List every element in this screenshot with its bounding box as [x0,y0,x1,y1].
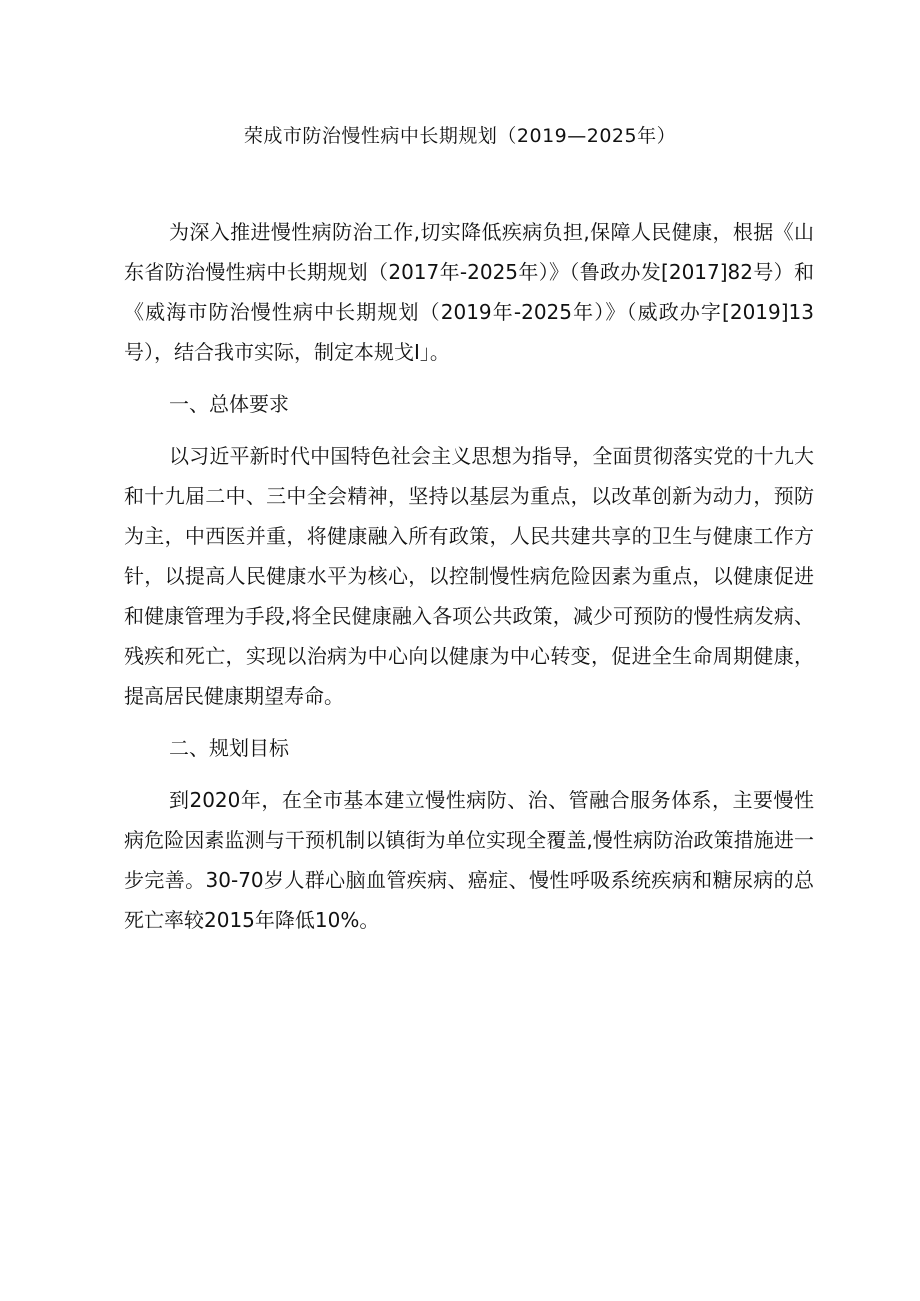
document-title: 荣成市防治慢性病中长期规划（2019—2025年） [243,125,677,147]
planning-goals-paragraph: 到2020年，在全市基本建立慢性病防、治、管融合服务体系，主要慢性病危险因素监测与干预机制以镇街为单位实现全覆盖,慢性病防治政策措施进一步完善。30-70岁人群心脑血管疾病、癌症、慢性呼吸系统疾病和糖尿病的总死亡率较2015年降低10%。 [124,788,814,932]
section-heading-general-requirements: 一、总体要求 [169,392,289,416]
section-heading-planning-goals: 二、规划目标 [169,736,289,760]
document-body [124,212,814,952]
general-requirements-paragraph: 以习近平新时代中国特色社会主义思想为指导，全面贯彻落实党的十九大和十九届二中、三中全会精神，坚持以基层为重点，以改革创新为动力，预防为主，中西医并重，将健康融入所有政策，人民共建共享的卫生与健康工作方针，以提高人民健康水平为核心，以控制慢性病危险因素为重点，以健康促进和健康管理为手段,将全民健康融入各项公共政策，减少可预防的慢性病发病、残疾和死亡，实现以治病为中心向以健康为中心转变，促进全生命周期健康，提高居民健康期望寿命。 [124,444,814,708]
intro-paragraph: 为深入推进慢性病防治工作,切实降低疾病负担,保障人民健康，根据《山东省防治慢性病中长期规划（2017年-2025年）》（鲁政办发[2017]82号）和《威海市防治慢性病中长期规划（2019年-2025年）》（威政办字[2019]13号），结合我市实际，制定本规戈I」。 [124,220,814,364]
